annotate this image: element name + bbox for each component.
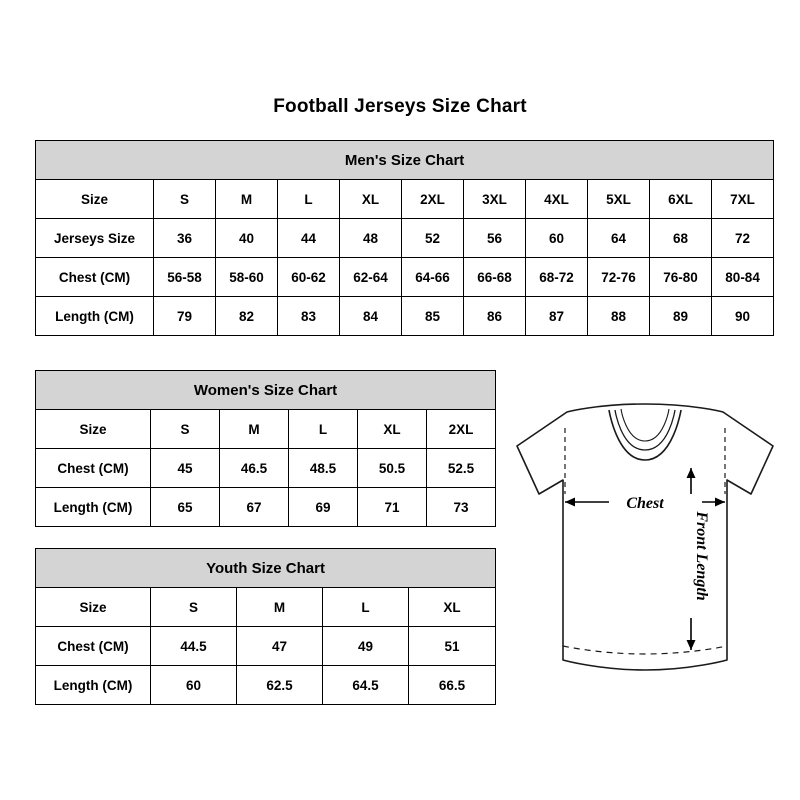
table-cell: 82 xyxy=(216,297,278,336)
table-cell: 56-58 xyxy=(154,258,216,297)
table-cell: 84 xyxy=(340,297,402,336)
youth-table-caption: Youth Size Chart xyxy=(36,549,496,588)
youth-size-chart-table xyxy=(35,548,496,705)
mens-row-label-length: Length (CM) xyxy=(36,297,154,336)
mens-row-header: Size xyxy=(36,180,154,219)
table-cell: 67 xyxy=(220,488,289,527)
table-cell: 52.5 xyxy=(427,449,496,488)
youth-row-label-chest: Chest (CM) xyxy=(36,627,151,666)
table-cell: 56 xyxy=(464,219,526,258)
womens-size-s: S xyxy=(151,410,220,449)
youth-size-s: S xyxy=(151,588,237,627)
womens-table-caption: Women's Size Chart xyxy=(36,371,496,410)
table-caption-row xyxy=(36,141,774,180)
chest-label: Chest xyxy=(626,495,664,512)
table-cell: 62.5 xyxy=(237,666,323,705)
mens-size-4xl: 4XL xyxy=(526,180,588,219)
table-cell: 36 xyxy=(154,219,216,258)
youth-size-m: M xyxy=(237,588,323,627)
table-cell: 71 xyxy=(358,488,427,527)
table-cell: 88 xyxy=(588,297,650,336)
table-cell: 68 xyxy=(650,219,712,258)
table-cell: 45 xyxy=(151,449,220,488)
table-cell: 58-60 xyxy=(216,258,278,297)
womens-size-2xl: 2XL xyxy=(427,410,496,449)
table-cell: 48 xyxy=(340,219,402,258)
table-cell: 44.5 xyxy=(151,627,237,666)
mens-row-label-chest: Chest (CM) xyxy=(36,258,154,297)
table-cell: 73 xyxy=(427,488,496,527)
youth-row-label-length: Length (CM) xyxy=(36,666,151,705)
table-cell: 72 xyxy=(712,219,774,258)
mens-size-xl: XL xyxy=(340,180,402,219)
table-header-row xyxy=(36,588,496,627)
table-cell: 83 xyxy=(278,297,340,336)
table-cell: 89 xyxy=(650,297,712,336)
table-row xyxy=(36,488,496,527)
mens-size-7xl: 7XL xyxy=(712,180,774,219)
table-cell: 50.5 xyxy=(358,449,427,488)
table-header-row xyxy=(36,410,496,449)
table-cell: 85 xyxy=(402,297,464,336)
table-cell: 51 xyxy=(409,627,496,666)
front-length-label: Front Length xyxy=(693,511,710,601)
table-cell: 49 xyxy=(323,627,409,666)
table-caption-row xyxy=(36,549,496,588)
table-cell: 68-72 xyxy=(526,258,588,297)
table-cell: 72-76 xyxy=(588,258,650,297)
mens-size-5xl: 5XL xyxy=(588,180,650,219)
mens-table-caption: Men's Size Chart xyxy=(36,141,774,180)
womens-size-m: M xyxy=(220,410,289,449)
table-cell: 87 xyxy=(526,297,588,336)
table-cell: 64-66 xyxy=(402,258,464,297)
table-cell: 60-62 xyxy=(278,258,340,297)
jersey-measurement-diagram xyxy=(505,398,785,688)
youth-size-l: L xyxy=(323,588,409,627)
table-cell: 60 xyxy=(526,219,588,258)
mens-size-2xl: 2XL xyxy=(402,180,464,219)
womens-size-l: L xyxy=(289,410,358,449)
mens-row-label-jerseys-size: Jerseys Size xyxy=(36,219,154,258)
page-title: Football Jerseys Size Chart xyxy=(273,96,527,117)
table-cell: 79 xyxy=(154,297,216,336)
table-cell: 40 xyxy=(216,219,278,258)
table-cell: 64.5 xyxy=(323,666,409,705)
table-cell: 65 xyxy=(151,488,220,527)
table-cell: 47 xyxy=(237,627,323,666)
mens-size-s: S xyxy=(154,180,216,219)
table-row xyxy=(36,297,774,336)
womens-size-xl: XL xyxy=(358,410,427,449)
table-cell: 62-64 xyxy=(340,258,402,297)
table-cell: 52 xyxy=(402,219,464,258)
womens-row-header: Size xyxy=(36,410,151,449)
table-cell: 66-68 xyxy=(464,258,526,297)
youth-row-header: Size xyxy=(36,588,151,627)
mens-size-chart-table xyxy=(35,140,774,336)
table-row xyxy=(36,666,496,705)
table-cell: 86 xyxy=(464,297,526,336)
table-cell: 46.5 xyxy=(220,449,289,488)
table-cell: 80-84 xyxy=(712,258,774,297)
table-caption-row xyxy=(36,371,496,410)
table-header-row xyxy=(36,180,774,219)
mens-size-l: L xyxy=(278,180,340,219)
table-cell: 66.5 xyxy=(409,666,496,705)
table-cell: 48.5 xyxy=(289,449,358,488)
table-cell: 69 xyxy=(289,488,358,527)
table-cell: 76-80 xyxy=(650,258,712,297)
table-row xyxy=(36,627,496,666)
womens-row-label-chest: Chest (CM) xyxy=(36,449,151,488)
table-cell: 90 xyxy=(712,297,774,336)
youth-size-xl: XL xyxy=(409,588,496,627)
womens-size-chart-table xyxy=(35,370,496,527)
table-row xyxy=(36,258,774,297)
table-cell: 44 xyxy=(278,219,340,258)
table-row xyxy=(36,449,496,488)
mens-size-3xl: 3XL xyxy=(464,180,526,219)
mens-size-6xl: 6XL xyxy=(650,180,712,219)
table-cell: 64 xyxy=(588,219,650,258)
mens-size-m: M xyxy=(216,180,278,219)
table-row xyxy=(36,219,774,258)
womens-row-label-length: Length (CM) xyxy=(36,488,151,527)
table-cell: 60 xyxy=(151,666,237,705)
